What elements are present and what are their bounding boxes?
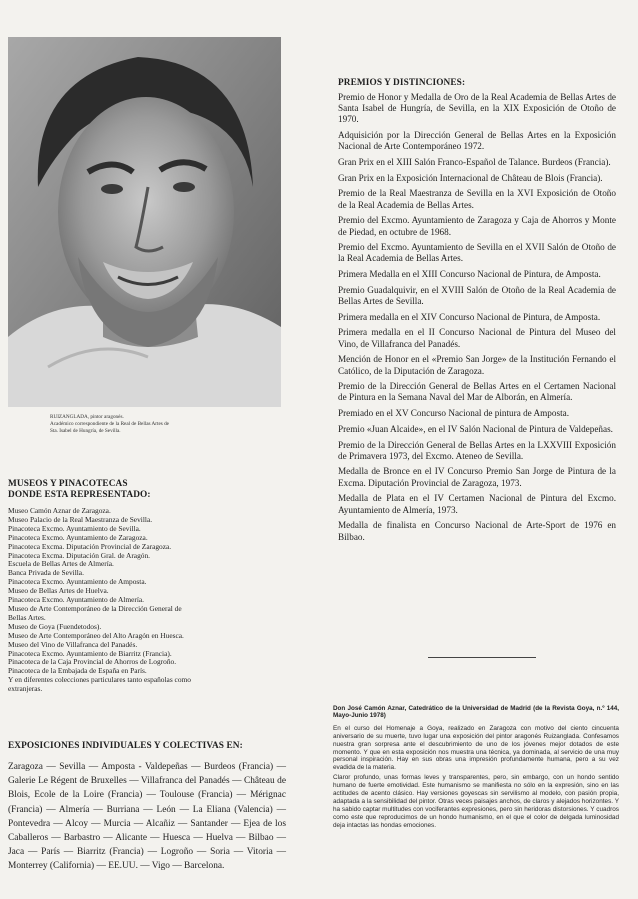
premio-item: Premio del Excmo. Ayuntamiento de Sevilla en el XVII Salón de Otoño de la Real Academia de Bellas Artes.	[338, 242, 616, 264]
list-item: Museo Palacio de la Real Maestranza de Sevilla.	[8, 514, 153, 524]
caption-line: RUIZANGLADA, pintor aragonés.	[50, 414, 124, 420]
premio-item: Premio de la Dirección General de Bellas Artes en el Certamen Nacional de Pintura en la Semana Naval del Mar de Alborán, en Almería.	[338, 381, 616, 403]
premio-item: Premiado en el XV Concurso Nacional de pintura de Amposta.	[338, 408, 569, 419]
photo-caption	[50, 414, 250, 435]
exposiciones-section	[8, 741, 286, 874]
premio-item: Premio de la Dirección General de Bellas Artes en la LXXVIII Exposición de Primavera 1973, del Excmo. Ateneo de Sevilla.	[338, 439, 616, 461]
list-item: Pinacoteca Excmo. Ayuntamiento de Biarritz (Francia).	[8, 648, 172, 658]
exposiciones-text: Zaragoza — Sevilla — Amposta - Valdepeñas — Burdeos (Francia) — Galerie Le Régent de Bruxelles — Villafranca del Panadés — Château de Blois, Ecole de la Loire (Francia) — Toulouse (Francia) — Mérignac (Francia) — Almería — Burriana — León — La Eliana (Valencia) — Pontevedra — Alcoy — Murcia — Alcañiz — Santander — Ejea de los Caballeros — Barbastro — Alicante — Huesca — Huelva — Bilbao — Jaca — París — Biarritz (Francia) — Logroño — Soria — Vitoria — Monterrey (California) — EE.UU. — Vigo — Barcelona.	[8, 762, 286, 872]
premio-item: Mención de Honor en el «Premio San Jorge» de la Institución Fernando el Católico, de la Diputación de Zaragoza.	[338, 354, 616, 376]
list-item: Pinacoteca de la Caja Provincial de Ahorros de Logroño.	[8, 657, 177, 667]
museos-section	[8, 479, 288, 694]
list-item: Pinacoteca Excmo. Ayuntamiento de Almería.	[8, 595, 145, 605]
list-item: Museo de Goya (Fuendetodos).	[8, 621, 102, 631]
premio-item: Medalla de Plata en el IV Certamen Nacional de Pintura del Excmo. Ayuntamiento de Almería, 1973.	[338, 493, 616, 515]
list-item: Pinacoteca Excmo. Ayuntamiento de Sevilla.	[8, 523, 141, 533]
premios-section	[338, 78, 616, 543]
premio-item: Adquisición por la Dirección General de Bellas Artes en la Exposición Nacional de Arte Contemporáneo 1972.	[338, 130, 616, 152]
premios-title: PREMIOS Y DISTINCIONES:	[338, 78, 466, 88]
premio-item: Primera Medalla en el XIII Concurso Nacional de Pintura, de Amposta.	[338, 269, 601, 280]
list-item: Museo de Bellas Artes de Huelva.	[8, 586, 109, 596]
list-item: Museo Camón Aznar de Zaragoza.	[8, 506, 111, 515]
premio-item: Gran Prix en la Exposición Internacional de Château de Blois (Francia).	[338, 172, 603, 183]
list-item: Museo de Arte Contemporáneo de la Dirección General de	[8, 603, 182, 613]
section-divider	[428, 657, 536, 658]
list-item: Pinacoteca Excma. Diputación Gral. de Aragón.	[8, 550, 151, 560]
artist-portrait-photo	[8, 37, 281, 407]
list-item: Y en diferentes colecciones particulares tanto españolas como	[8, 675, 191, 685]
museos-list	[8, 507, 288, 694]
list-item: Pinacoteca Excma. Diputación Provincial de Zaragoza.	[8, 541, 172, 551]
premio-item: Premio Guadalquivir, en el XVIII Salón de Otoño de la Real Academia de Bellas Artes de Sevilla.	[338, 284, 616, 307]
premio-item: Primera medalla en el XIV Concurso Nacional de Pintura, de Amposta.	[338, 311, 601, 322]
premio-item: Premio de Honor y Medalla de Oro de la Real Academia de Bellas Artes de Santa Isabel de Hungría, de Sevilla, en la XIX Exposición de Otoño de 1970.	[338, 92, 616, 125]
premio-item: Medalla de Bronce en el IV Concurso Premio San Jorge de Pintura de la Excma. Diputación Provincial de Zaragoza, 1973.	[338, 466, 616, 488]
list-item: Museo de Arte Contemporáneo del Alto Aragón en Huesca.	[8, 630, 184, 640]
list-item: Pinacoteca de la Embajada de España en París.	[8, 666, 147, 676]
list-item: Bellas Artes.	[8, 612, 46, 622]
list-item: Museo del Vino de Villafranca del Panadés.	[8, 639, 138, 649]
caption-line: Sta. Isabel de Hungría, de Sevilla.	[50, 428, 121, 434]
list-item: Escuela de Bellas Artes de Almería.	[8, 559, 114, 569]
premio-item: Gran Prix en el XIII Salón Franco-Español de Talance. Burdeos (Francia).	[338, 157, 611, 168]
caption-line: Académico correspondiente de la Real de Bellas Artes de	[50, 421, 169, 427]
premio-item: Medalla de finalista en Concurso Nacional de Arte-Sport de 1976 en Bilbao.	[338, 520, 616, 542]
premio-item: Primera medalla en el II Concurso Nacional de Pintura del Museo del Vino, de Villafranca del Panadés.	[338, 327, 616, 349]
list-item: extranjeras.	[8, 684, 43, 694]
premio-item: Premio del Excmo. Ayuntamiento de Zaragoza y Caja de Ahorros y Monte de Piedad, en octubre de 1968.	[338, 215, 616, 237]
article-heading: Don José Camón Aznar, Catedrático de la Universidad de Madrid (de la Revista Goya, n.º 144, Mayo-Junio 1978)	[333, 705, 619, 720]
museos-subtitle: DONDE ESTA REPRESENTADO:	[8, 490, 151, 500]
premio-item: Premio «Juan Alcaide», en el IV Salón Nacional de Pintura de Valdepeñas.	[338, 423, 613, 434]
article-paragraph: En el curso del Homenaje a Goya, realizado en Zaragoza con motivo del ciento cincuenta aniversario de su muerte, tuvo lugar una exposición del pintor aragonés Ruizanglada. Confesamos nuestra gran sorpresa ante el descubrimiento de uno de los jóvenes mejor dotados de este momento. Y que en esta exposición nos muestra una técnica, ya dominada, al servicio de una muy personal inspiración. Hay en sus obras una impresión profundamente humana, pero a su vez evadida de la materia.	[333, 724, 619, 772]
list-item: Pinacoteca Excmo. Ayuntamiento de Zaragoza.	[8, 532, 148, 542]
critic-article	[333, 705, 619, 830]
list-item: Pinacoteca Excmo. Ayuntamiento de Amposta.	[8, 577, 147, 587]
list-item: Banca Privada de Sevilla.	[8, 568, 84, 578]
premio-item: Premio de la Real Maestranza de Sevilla en la XVI Exposición de Otoño de la Real Academia de Bellas Artes.	[338, 188, 616, 210]
museos-title: MUSEOS Y PINACOTECAS	[8, 479, 128, 489]
exposiciones-title: EXPOSICIONES INDIVIDUALES Y COLECTIVAS EN:	[8, 741, 243, 751]
article-paragraph: Claror profundo, unas formas leves y transparentes, pero, sin embargo, con un hondo sentido humano de fuerte emotividad. Este humanismo se manifiesta no sólo en la expresión, sino en las actitudes de acento clásico. Hay versiones goyescas sin servilismo al modelo, con pasión propia, adaptada a la sensibilidad del pintor. Otras veces paisajes anchos, de claros y alejados horizontes. Y ha sabido captar multitudes con vociferantes expresiones, pero sin heridoras distorsiones. Y cuadros como este que reproducimos de un hondo humanismo, en el que el color de delgada luminosidad deja intactas las hondas emociones.	[333, 774, 619, 829]
